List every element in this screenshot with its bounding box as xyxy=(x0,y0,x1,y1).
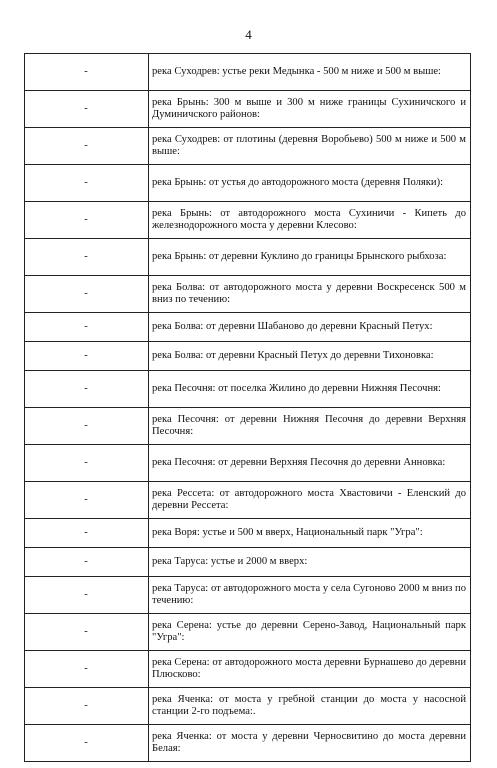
row-description: река Рессета: от автодорожного моста Хвастовичи - Еленский до деревни Рессета: xyxy=(149,482,471,519)
row-marker: - xyxy=(25,54,149,91)
table-row xyxy=(25,614,471,651)
regulation-table xyxy=(24,53,471,762)
row-marker: - xyxy=(25,548,149,577)
row-marker: - xyxy=(25,577,149,614)
row-marker: - xyxy=(25,276,149,313)
row-description: река Песочня: от деревни Верхняя Песочня до деревни Анновка: xyxy=(149,445,471,482)
row-marker: - xyxy=(25,651,149,688)
row-marker: - xyxy=(25,519,149,548)
table-row xyxy=(25,276,471,313)
table-body xyxy=(25,54,471,762)
table-row xyxy=(25,725,471,762)
table-row xyxy=(25,202,471,239)
row-description: река Болва: от автодорожного моста у деревни Воскресенск 500 м вниз по течению: xyxy=(149,276,471,313)
table-row xyxy=(25,519,471,548)
row-description: река Яченка: от моста у деревни Черносвитино до моста деревни Белая: xyxy=(149,725,471,762)
row-description: река Таруса: от автодорожного моста у села Сугоново 2000 м вниз по течению: xyxy=(149,577,471,614)
row-description: река Песочня: от поселка Жилино до деревни Нижняя Песочня: xyxy=(149,371,471,408)
table-row xyxy=(25,482,471,519)
table-row xyxy=(25,239,471,276)
row-description: река Болва: от деревни Шабаново до деревни Красный Петух: xyxy=(149,313,471,342)
row-description: река Воря: устье и 500 м вверх, Национальный парк "Угра": xyxy=(149,519,471,548)
row-description: река Серена: устье до деревни Серено-Завод, Национальный парк "Угра": xyxy=(149,614,471,651)
table-row xyxy=(25,128,471,165)
row-marker: - xyxy=(25,482,149,519)
row-marker: - xyxy=(25,342,149,371)
row-marker: - xyxy=(25,371,149,408)
table-row xyxy=(25,54,471,91)
row-description: река Суходрев: от плотины (деревня Воробьево) 500 м ниже и 500 м выше: xyxy=(149,128,471,165)
table-row xyxy=(25,342,471,371)
table-row xyxy=(25,313,471,342)
table-row xyxy=(25,165,471,202)
row-marker: - xyxy=(25,91,149,128)
row-description: река Брынь: от деревни Куклино до границы Брынского рыбхоза: xyxy=(149,239,471,276)
row-description: река Таруса: устье и 2000 м вверх: xyxy=(149,548,471,577)
table-row xyxy=(25,577,471,614)
table-row xyxy=(25,548,471,577)
row-description: река Брынь: от автодорожного моста Сухиничи - Кипеть до железнодорожного моста у деревни Клесово: xyxy=(149,202,471,239)
page-number: 4 xyxy=(245,27,252,42)
row-description: река Яченка: от моста у гребной станции до моста у насосной станции 2-го подъема:. xyxy=(149,688,471,725)
row-marker: - xyxy=(25,688,149,725)
row-marker: - xyxy=(25,313,149,342)
row-description: река Брынь: от устья до автодорожного моста (деревня Поляки): xyxy=(149,165,471,202)
row-marker: - xyxy=(25,445,149,482)
row-description: река Серена: от автодорожного моста деревни Бурнашево до деревни Плюсково: xyxy=(149,651,471,688)
table-row xyxy=(25,371,471,408)
table-row xyxy=(25,408,471,445)
row-description: река Песочня: от деревни Нижняя Песочня до деревни Верхняя Песочня: xyxy=(149,408,471,445)
row-description: река Брынь: 300 м выше и 300 м ниже границы Сухиничского и Думиничского районов: xyxy=(149,91,471,128)
row-marker: - xyxy=(25,202,149,239)
row-marker: - xyxy=(25,408,149,445)
table-row xyxy=(25,91,471,128)
row-marker: - xyxy=(25,614,149,651)
row-marker: - xyxy=(25,128,149,165)
table-row xyxy=(25,688,471,725)
row-marker: - xyxy=(25,165,149,202)
table-row xyxy=(25,445,471,482)
row-description: река Болва: от деревни Красный Петух до деревни Тихоновка: xyxy=(149,342,471,371)
row-marker: - xyxy=(25,239,149,276)
row-description: река Суходрев: устье реки Медынка - 500 м ниже и 500 м выше: xyxy=(149,54,471,91)
row-marker: - xyxy=(25,725,149,762)
table-row xyxy=(25,651,471,688)
